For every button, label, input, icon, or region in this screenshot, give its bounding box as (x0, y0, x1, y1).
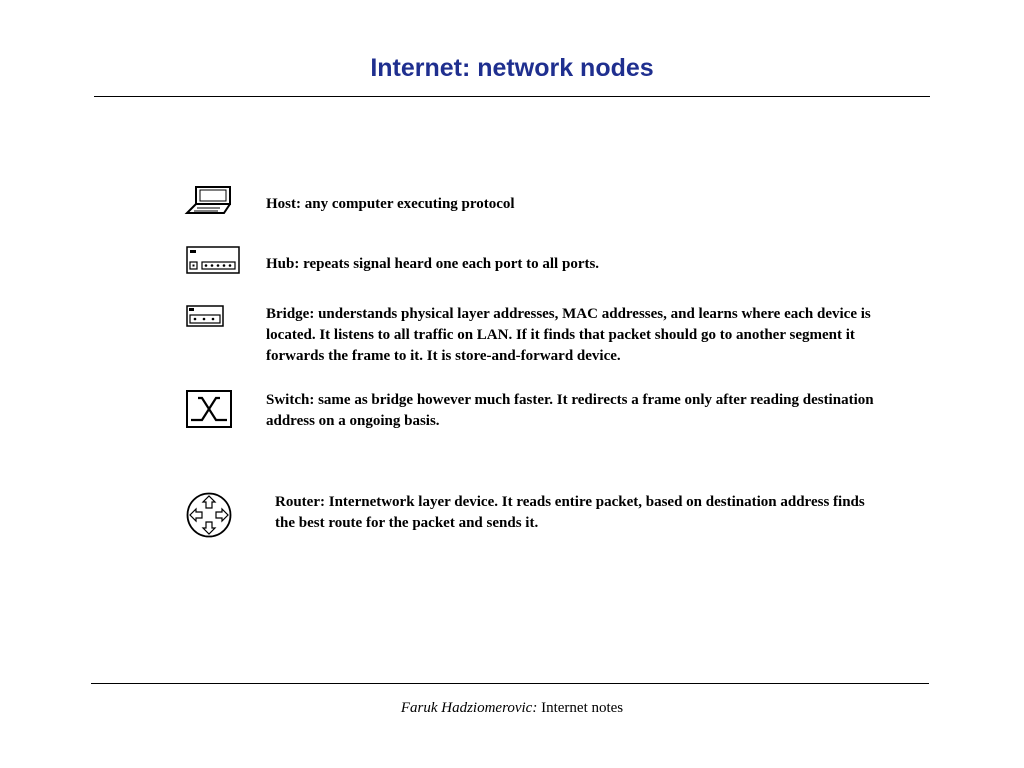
router-icon (186, 492, 232, 538)
footer-divider (91, 683, 929, 684)
router-description: Router: Internetwork layer device. It reads entire packet, based on destination address finds the best route for the packet and sends it. (275, 494, 865, 531)
bridge-description: Bridge: understands physical layer addresses, MAC addresses, and learns where each device is located. It listens to all traffic on LAN. If it finds that packet should go to another segment it forwards the frame to it. It is store-and-forward device. (266, 306, 871, 364)
footer (0, 700, 1024, 717)
hub-description: Hub: repeats signal heard one each port to all ports. (266, 256, 600, 272)
switch-description: Switch: same as bridge however much faster. It redirects a frame only after reading destination address on a ongoing basis. (266, 392, 874, 429)
hub-icon (186, 246, 240, 274)
bridge-icon (186, 305, 224, 327)
footer-text: Internet notes (541, 700, 624, 716)
laptop-icon (184, 185, 234, 217)
page-title: Internet: network nodes (370, 54, 654, 82)
header-divider (94, 96, 930, 97)
footer-author: Faruk Hadziomerovic: (400, 700, 538, 716)
host-description: Host: any computer executing protocol (266, 196, 515, 212)
switch-icon (186, 390, 232, 428)
